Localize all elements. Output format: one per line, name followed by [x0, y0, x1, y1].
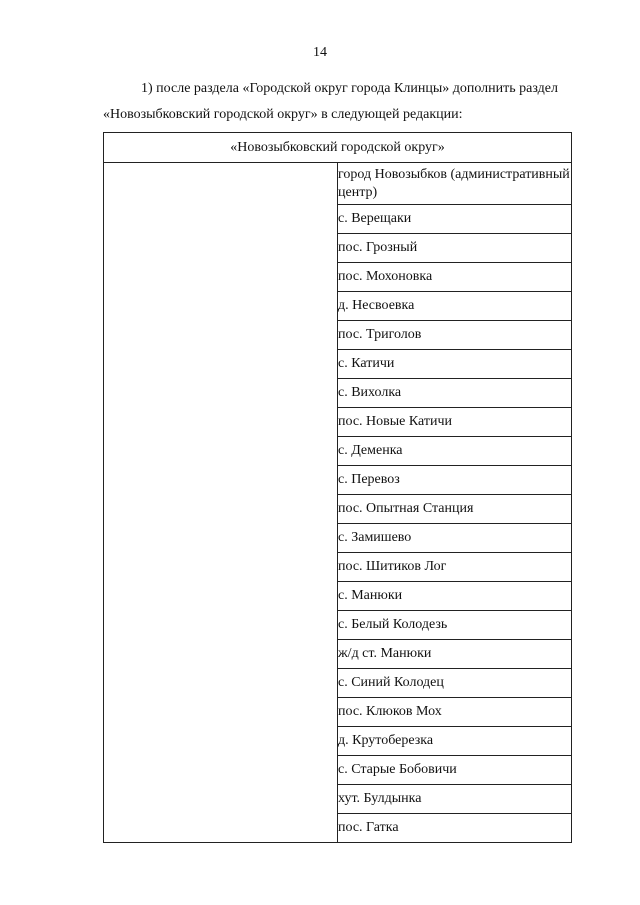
settlement-name: с. Деменка — [338, 437, 572, 466]
settlement-name: город Новозыбков (административный центр) — [338, 163, 572, 205]
settlement-name: ж/д ст. Манюки — [338, 640, 572, 669]
settlement-name: с. Синий Колодец — [338, 669, 572, 698]
settlement-name: д. Крутоберезка — [338, 727, 572, 756]
settlement-name: пос. Гатка — [338, 814, 572, 843]
settlement-name: с. Белый Колодезь — [338, 611, 572, 640]
table-header-row — [104, 133, 572, 163]
settlement-name: пос. Опытная Станция — [338, 495, 572, 524]
settlement-name: хут. Булдынка — [338, 785, 572, 814]
settlement-name: пос. Мохоновка — [338, 263, 572, 292]
intro-line-1: 1) после раздела «Городской округ города Клинцы» дополнить раздел — [141, 81, 558, 96]
empty-left-cell — [104, 163, 338, 843]
settlement-name: с. Манюки — [338, 582, 572, 611]
settlement-name: с. Старые Бобовичи — [338, 756, 572, 785]
settlement-name: с. Замишево — [338, 524, 572, 553]
settlement-name: пос. Шитиков Лог — [338, 553, 572, 582]
settlement-name: пос. Клюков Мох — [338, 698, 572, 727]
district-table — [103, 132, 572, 843]
table-header: «Новозыбковский городской округ» — [104, 133, 572, 163]
intro-line-2: «Новозыбковский городской округ» в следующей редакции: — [103, 107, 463, 122]
settlement-name: пос. Триголов — [338, 321, 572, 350]
settlement-name: с. Вихолка — [338, 379, 572, 408]
settlement-name: пос. Новые Катичи — [338, 408, 572, 437]
settlement-name: с. Перевоз — [338, 466, 572, 495]
settlement-name: с. Верещаки — [338, 205, 572, 234]
settlement-name: д. Несвоевка — [338, 292, 572, 321]
page-number: 14 — [313, 45, 327, 60]
settlement-name: с. Катичи — [338, 350, 572, 379]
table-row — [104, 163, 572, 205]
settlement-name: пос. Грозный — [338, 234, 572, 263]
